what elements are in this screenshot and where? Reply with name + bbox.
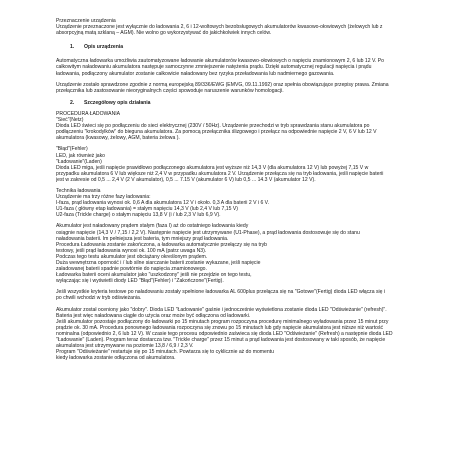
block-line: Duża wewnętrzna oporność i / lub silne siarczanie baterii zostanie wykazane, jeśli napięcie [56,260,261,266]
block-line: "Błąd"(Fehler) [56,146,88,153]
block-line: akumulatora jest utrzymywane na poziomie 13,8 / 6,9 / 2,3 V. [56,343,194,350]
block-line: "Ładowanie"(Laden) [56,158,102,165]
block-line: testowy, jeśli prąd ładowania wynosi ok. 100 mA (patrz uwaga N3). [56,247,207,254]
section-1-number: 1. [70,44,75,51]
block-line: osiągnie napięcie (14,3 V / 7,15 / 2,2 V). Następnie napięcie jest utrzymywane (U1-Phase), a prąd ładowania dostosowuje się do stanu [56,229,360,236]
block-line: PROCEDURA ŁADOWANIA [56,110,121,117]
section-2-number: 2. [70,99,75,106]
paragraph-line: całkowitym naładowaniu akumulatora następuje samoczynne zmniejszenie natężenia prądu. Dzięki automatycznej regulacji napięcia i prądu [56,64,372,71]
paragraph-line: Automatyczna ładowarka umożliwia zautomatyzowane ładowanie akumulatorów kwasowo-ołowiowych o napięciu znamionowym 2, 6 lub 12 V. Po [56,58,384,65]
block-line: U2-faza (Trickle charge) o stałym napięciu 13,8 V (i / lub 2,3 V lub 6,9 V). [56,212,221,219]
section-1-paragraph-1 [56,58,408,76]
block-line: Podczas tego testu akumulator jest obciążany określonym prądem. [56,253,208,260]
block-line: wyłączając się i wyświetli diody LED "Błąd"(Fehler) i "Zakończone"(Fertig). [56,278,224,285]
block-line: załadowanej baterii spadnie powtórnie do napięcia znamionowego. [56,266,207,273]
block-line: Jeśli akumulator pozostaje podłączony do ładowarki po 15 minutach program rozpoczyna procedurę minimalnego wyładowania przez 15 minut przy [56,318,389,325]
block-line: akumulatora (kwasowy, żelowy, AGM, bateria żelowa ). [56,135,180,142]
block-line: kiedy ładowarka zostanie odłączona od akumulatora. [56,355,176,362]
block-line: podłączeniu "krokodylków" do bieguna akumulatora. Za pomocą przełącznika ślizgowego i przełącz na odpowiednie napięcie 2 V, 6 V lub 12 V [56,129,377,136]
intro-title: Przeznaczenie urządzenia [56,18,116,24]
paragraph-line: ładowania, podłączony akumulator zostanie całkowicie naładowany bez ryzyka przeładowania lub nadmiernego gazowania. [56,70,335,77]
block-line: "Ładowanie" (Laden). Program teraz dostarcza tzw. "Trickle charge" przez 15 minut a prąd ładowania jest dostosowany w taki sposób, że napięcie [56,337,386,344]
intro-paragraph [56,24,408,36]
block-line: przypadku akumulatora 6 V lub większe niż 2,4 V w przypadku akumulatora 2 V. Urządzenie przełącza się na tryb ładowania, jeśli napięcie baterii [56,170,384,177]
block-line: Bateria jest więc naładowana ciągłe do użycia oraz może być odłączona od ładowarki. [56,312,251,319]
intro-line: absorpcyjną matą szklaną – AGM). Nie wolno go wykorzystywać do jakichkolwiek innych celów. [56,30,272,37]
block-line: Akumulator jest naładowany prądem stałym (faza I) aż do ostatniego ładowania kiedy [56,223,249,230]
section-1-heading [56,44,408,50]
paragraph-line: Urządzenie zostało sprawdzone zgodnie z normą europejską 89/336/EWG (EMVG, 09.11.1992) oraz spełnia obowiązujące przepisy prawa. Zmiana [56,81,389,88]
block-line: nominalna (odpowiednio 2, 6 lub 12 V). W czasie tego procesu odpowiednio zaświeca się dioda LED "Odświeżanie" (Refresh) a następnie dioda LED [56,330,393,337]
block-line: prądzie ok. 30 mA. Procedura ponownego ładowania rozpoczyna się znowu po 15 minutach lub gdy napięcie akumulatora jest niższe niż wartość [56,324,384,331]
test-passed-block [56,289,408,301]
block-line: jest w zakresie od 0,5 ... 2,4 V (2 V akumulator), 0,5 ... 7.15 V (akumulator 6 V) lub 0,5 ... 14.3 V (akumulator 12 V). [56,176,316,183]
block-line: Jeśli wszystkie kryteria testowe po naładowaniu zostały spełnione ładowarka AL 600plus przełącza się na "Gotowe"(Fertig) dioda LED włącza się i [56,289,386,296]
block-line: Dioda LED miga, jeśli napięcie prawidłowo podłączonego akumulatora jest wyższe niż 14,3 V (dla akumulatora 12 V) lub powyżej 7,15 V w [56,164,369,171]
block-line: Urządzenie ma trzy różne fazy ładowania: [56,194,151,201]
section-1-title: Opis urządzenia [84,44,124,51]
charging-technique-block [56,188,408,218]
paragraph-line: przełącznika lub zastosowanie nieoryginalnych części spowoduje naruszenie warunków homologacji. [56,87,284,94]
charging-test-block [56,223,408,284]
block-line: Ładowarka baterii oceni akumulator jako "uszkodzony" jeśli nie przejdzie on tego testu, [56,272,252,279]
block-line: Akumulator został oceniony jako "dobry". Dioda LED "Ładowanie" gaśnie i jednocześnie wyświetlona zostanie dioda LED "Odświeżanie" (refresh)". [56,306,387,313]
section-2-title: Szczegółowy opis działania [84,99,151,106]
block-line: Technika ładowania [56,187,101,194]
error-led-block [56,146,408,183]
charging-procedure-block [56,111,408,141]
block-line: U1-faza ( główny etap ładowania) = stałym napięciu 14,3 V (lub 2,4 V lub 7,15 V) [56,206,238,213]
block-line: po chwili wchodzi w tryb odświeżania. [56,295,142,302]
block-line: Program "Odświeżanie" restartuje się po 15 minutach. Powtarza się to cyklicznie aż do momentu [56,349,274,356]
section-2-heading [56,100,408,106]
refresh-mode-block [56,307,408,362]
block-line: Dioda LED świeci się po podłączeniu do sieci elektrycznej (230V / 50Hz). Urządzenie przechodzi w tryb sprawdzania stanu akumulatora po [56,123,370,130]
block-line: I-faza, prąd ładowania wynosi ok. 0,6 A dla akumulatora 12 V i około. 0,3 A dla baterii 2 V i 6 V. [56,200,270,207]
block-line: "Sieć"(Netz) [56,117,84,124]
document-page [56,18,408,361]
section-1-paragraph-2 [56,82,408,94]
intro-line: Urządzenie przeznaczone jest wyłącznie do ładowania 2, 6 i 12-woltowych bezobsługowych akumulatorów kwasowo-ołowiowych (żelowych lub z [56,24,383,31]
block-line: LED, jak również jako [56,152,105,159]
block-line: naładowania baterii. Im pełniejsza jest bateria, tym mniejszy prąd ładowania. [56,235,229,242]
block-line: Procedura Ładowania zostanie zakończona, a ładowarka automatycznie przełączy się na tryb [56,241,267,248]
